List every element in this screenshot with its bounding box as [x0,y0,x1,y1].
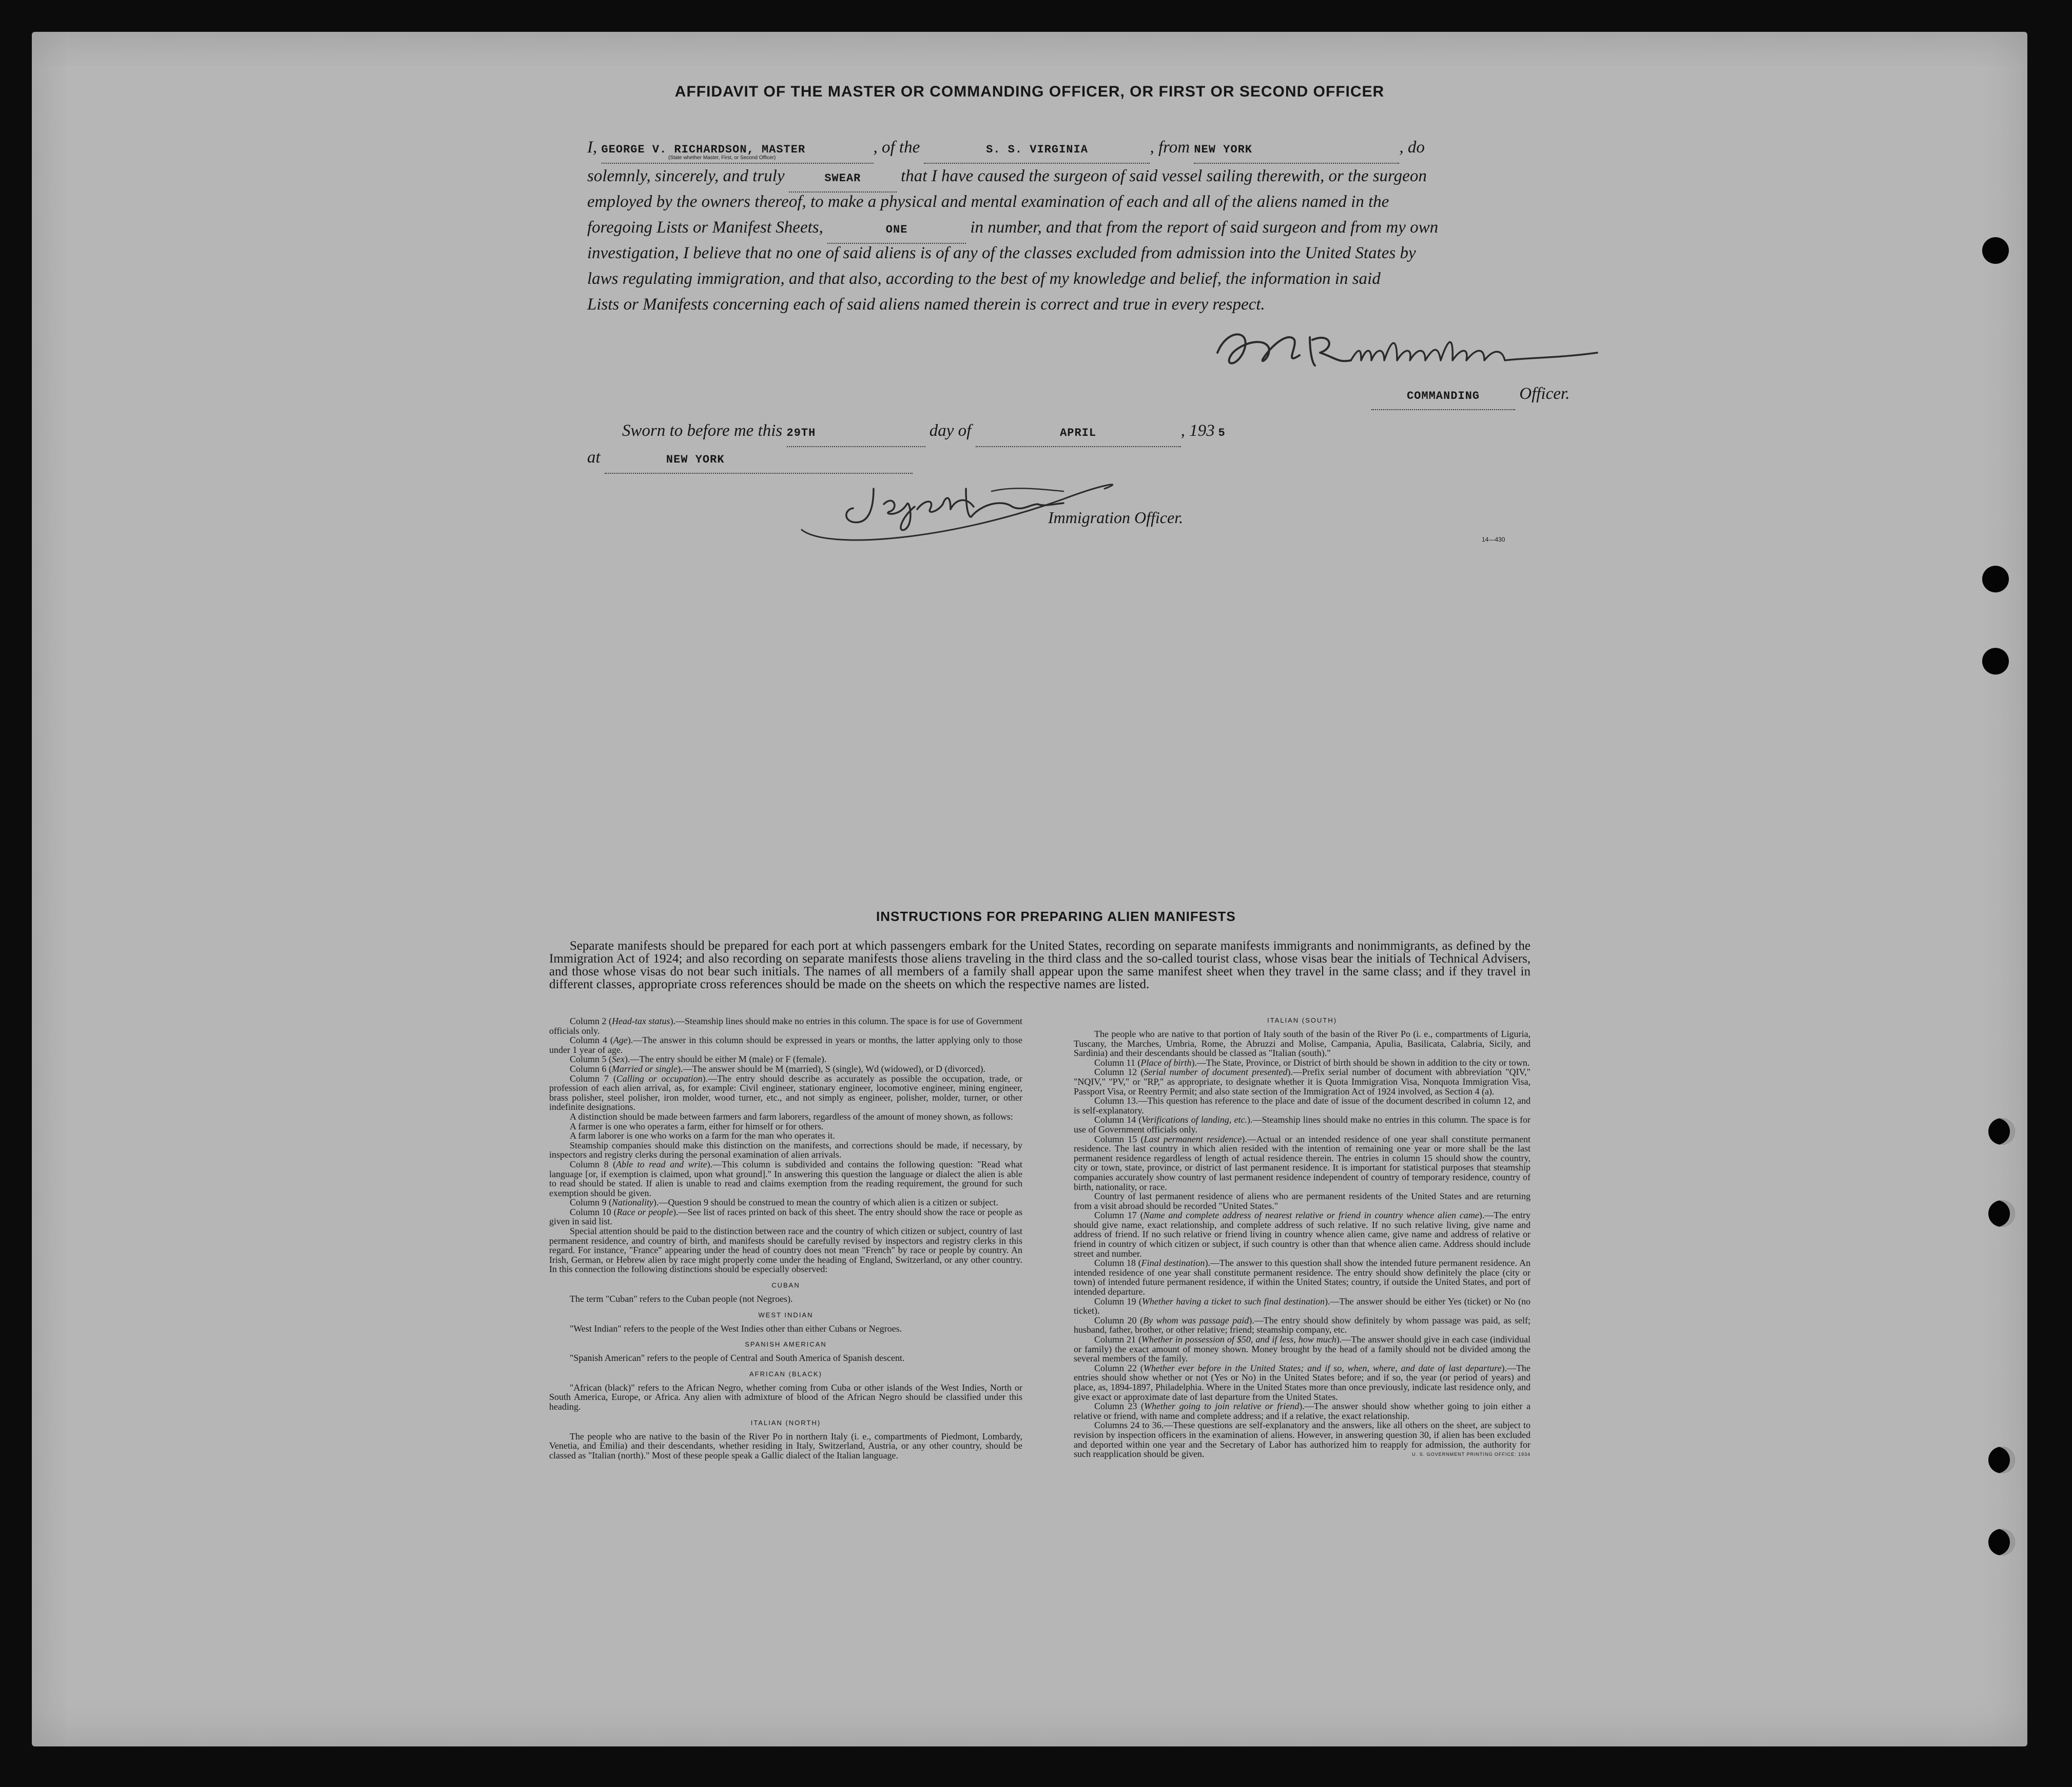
col2-instruction: Column 2 (Head-tax status).—Steamship lines should make no entries in this column. The space is for use of Government officials only. [549,1016,1022,1036]
officer-rank-line: COMMANDING Officer. [1371,381,1587,410]
officer-name-field: GEORGE V. RICHARDSON, MASTER [602,137,874,164]
farm-distinction: A distinction should be made between farmers and farm laborers, regardless of the amount of money shown, as follows: [570,1111,1013,1122]
instructions-left-column [549,1016,1022,1460]
col9-instruction: Column 9 (Nationality).—Question 9 should be construed to mean the country of which alien is a citizen or subject. [570,1197,998,1208]
col17-instruction: Column 17 (Name and complete address of nearest relative or friend in country whence alien came).—The entry should give name, exact relationship, and complete address of such relative. If no such relative living, give name and address of friend. If no such relative or friend living in country whence alien came, give name and address of relative or friend in country of which citizen or subject, if such country is other than that whence alien came. Address should include street and number. [1074,1210,1531,1259]
binder-hole-5 [1988,1200,2015,1227]
binder-hole-3 [1982,648,2009,675]
affidavit-line-2: solemnly, sincerely, and truly SWEAR that I have caused the surgeon of said vessel sailing therewith, or the surgeon [587,163,1573,193]
sworn-line: Sworn to before me this 29TH day of APRIL , 193 5 [622,418,1341,447]
col7-instruction: Column 7 (Calling or occupation).—The entry should describe as accurately as possible the occupation, trade, or profession of each alien arrival, as, for example: Civil engineer, stationary engineer, locomotive engineer, mining engineer, brass polisher, steel polisher, iron molder, wood turner, etc., and not simply as engineer, polisher, molder, turner, or other indefinite designations. [549,1073,1022,1112]
col15-returning-residents: Country of last permanent residence of aliens who are permanent residents of the United States and are returning from a visit abroad should be recorded "United States." [1074,1191,1531,1211]
special-attention: Special attention should be paid to the distinction between race and the country of which citizen or subject, country of last permanent residence, and country of birth, and manifests should be carefully revised by inspectors and registry clerks in this regard. For instance, "France" appearing under the head of country does not mean "French" by race or people by country. An Irish, German, or Hebrew alien by race might properly come under the heading of England, Switzerland, or any other country. In this connection the following distinctions should be especially observed: [549,1226,1022,1275]
col23-instruction: Column 23 (Whether going to join relative or friend).—The answer should show whether going to join either a relative or friend, with name and complete address; and if a relative, the exact relationship. [1074,1401,1531,1421]
affidavit-line-6: laws regulating immigration, and that also, according to the best of my knowledge and belief, the information in said [587,270,1381,288]
officer-title-note: (State whether Master, First, or Second Officer) [668,155,776,161]
departure-port-field: NEW YORK [1194,137,1399,164]
oath-field: SWEAR [789,166,897,193]
farm-corrections: Steamship companies should make this distinction on the manifests, and corrections should be made, if necessary, by inspectors and registry clerks during the personal examination of alien arrivals. [549,1140,1022,1160]
instructions-title: INSTRUCTIONS FOR PREPARING ALIEN MANIFESTS [876,909,1236,924]
affidavit-line-1: I, GEORGE V. RICHARDSON, MASTER , of the S. S. VIRGINIA , from NEW YORK , do [587,134,1573,164]
binder-hole-1 [1982,237,2009,264]
col13-instruction: Column 13.—This question has reference to the place and date of issue of the document described in column 12, and is self-explanatory. [1074,1096,1531,1116]
farm-laborer-definition: A farm laborer is one who works on a farm for the man who operates it. [570,1130,835,1141]
affidavit-line-4: foregoing Lists or Manifest Sheets, ONE in number, and that from the report of said surgeon and from my own [587,215,1573,244]
heading-italian-south: ITALIAN (SOUTH) [1267,1016,1337,1024]
binder-hole-6 [1988,1447,2015,1473]
master-signature [1207,317,1608,383]
col19-instruction: Column 19 (Whether having a ticket to such final destination).—The answer should be either Yes (ticket) or No (no ticket). [1074,1296,1531,1316]
col4-instruction: Column 4 (Age).—The answer in this column should be expressed in years or months, the latter applying only to those under 1 year of age. [549,1035,1022,1055]
col10-instruction: Column 10 (Race or people).—See list of races printed on back of this sheet. The entry should show the race or people as given in said list. [549,1206,1022,1227]
col20-instruction: Column 20 (By whom was passage paid).—The entry should show definitely by whom passage was paid, as self; husband, father, brother, or other relative; friend; steamship company, etc. [1074,1315,1531,1335]
col8-instruction: Column 8 (Able to read and write).—This column is subdivided and contains the following question: "Read what language [or, if exemption is claimed, upon what ground]." In answering this question the language or dialect the alien is able to read should be stated. If alien is unable to read and claims exemption from the reading requirement, the ground for such exemption should be given. [549,1159,1022,1198]
italian-north-definition: The people who are native to the basin of the River Po in northern Italy (i. e., compartments of Piedmont, Lombardy, Venetia, and Emilia) and their descendants, whether residing in Italy, Switzerland, Austria, or any other country, should be classed as "Italian (north)." Most of these people speak a Gallic dialect of the Italian language. [549,1431,1022,1461]
col5-instruction: Column 5 (Sex).—The entry should be either M (male) or F (female). [570,1054,827,1065]
sheet-count-field: ONE [827,217,966,244]
sworn-month-field: APRIL [976,420,1181,447]
vessel-name-field: S. S. VIRGINIA [924,137,1150,164]
affidavit-line-5: investigation, I believe that no one of said aliens is of any of the classes excluded from admission into the United States by [587,244,1416,262]
manifest-sheet [32,32,2027,1746]
col11-instruction: Column 11 (Place of birth).—The State, Province, or District of birth should be shown in addition to the city or town. [1094,1057,1530,1068]
col21-instruction: Column 21 (Whether in possession of $50, and if less, how much).—The answer should give in each case (individual or family) the exact amount of money shown. Money brought by the head of a family should not be divided among the several members of the family. [1074,1334,1531,1364]
heading-west-indian: WEST INDIAN [758,1311,814,1319]
binder-hole-2 [1982,566,2009,592]
instructions-intro: Separate manifests should be prepared for each port at which passengers embark for the United States, recording on separate manifests immigrants and nonimmigrants, as defined by the Immigration Act of 1924; and also recording on separate manifests those aliens traveling in the third class and the so-called tourist class, whose visas bear the initials of Technical Advisers, and those whose visas do not bear such initials. The names of all members of a family shall appear upon the same manifest sheet when they travel in the same class; and if they travel in different classes, appropriate cross references should be made on the sheets on which the respective names are listed. [549,939,1531,991]
west-indian-definition: "West Indian" refers to the people of the West Indies other than either Cubans or Negroes. [570,1323,902,1334]
col24-36-instruction: Columns 24 to 36.—These questions are self-explanatory and the answers, like all others on the sheet, are subject to revision by inspection officers in the examination of aliens. However, in answering question 30, if alien has been excluded and deported within one year and the Secretary of Labor has authorized him to reapply for admission, the authority for such reapplication should be given. [1074,1420,1531,1459]
form-number: 14—430 [1482,536,1505,543]
sworn-year-field: 5 [1218,427,1226,439]
printer-imprint: U. S. GOVERNMENT PRINTING OFFICE: 1934 [1412,1451,1531,1457]
italian-south-definition: The people who are native to that portion of Italy south of the basin of the River Po (i. e., compartments of Liguria, Tuscany, the Marches, Umbria, Rome, the Abruzzi and Molise, Campania, Apulia, Basilicata, Calabria, Sicily, and Sardinia) and their descendants should be classed as "Italian (south)." [1074,1029,1531,1059]
affidavit-line-3: employed by the owners thereof, to make a physical and mental examination of each and all of the aliens named in the [587,193,1389,211]
instructions-right-column [1074,1016,1531,1457]
col6-instruction: Column 6 (Married or single).—The answer should be M (married), S (single), Wd (widowed), or D (divorced). [570,1063,986,1074]
binder-hole-7 [1988,1529,2015,1555]
heading-italian-north: ITALIAN (NORTH) [750,1418,821,1427]
heading-cuban: CUBAN [771,1281,800,1290]
sworn-place-field: NEW YORK [605,447,913,474]
col15-instruction: Column 15 (Last permanent residence).—Actual or an intended residence of one year shall constitute permanent residence. The last country in which alien resided with the intention of remaining one year or more shall be the last permanent residence regardless of length of actual residence therein. The entries in column 15 should show the country, city or town, state, province, or district of last permanent residence. It is important for statistical purposes that steamship companies accurately show country of last permanent residence independent of country of temporary residence, country of birth, nationality, or race. [1074,1133,1531,1192]
heading-spanish-american: SPANISH AMERICAN [745,1340,827,1349]
cuban-definition: The term "Cuban" refers to the Cuban people (not Negroes). [570,1294,793,1304]
spanish-american-definition: "Spanish American" refers to the people of Central and South America of Spanish descent. [570,1353,905,1363]
col14-instruction: Column 14 (Verifications of landing, etc.).—Steamship lines should make no entries in this column. The space is for use of Government officials only. [1074,1115,1531,1135]
col22-instruction: Column 22 (Whether ever before in the United States; and if so, when, where, and date of last departure).—The entries should show whether or not (Yes or No) in the United States before; and if so, the year (or period of years) and place, as, 1894-1897, Philadelphia. Where in the United States more than once previously, indicate last residence only, and give exact or approximate date of last departure from the United States. [1074,1362,1531,1402]
heading-african: AFRICAN (BLACK) [749,1370,822,1378]
african-definition: "African (black)" refers to the African Negro, whether coming from Cuba or other islands of the West Indies, North or South America, Europe, or Africa. Any alien with admixture of blood of the African Negro should be classified under this heading. [549,1382,1022,1412]
col18-instruction: Column 18 (Final destination).—The answer to this question shall show the intended future permanent residence. An intended residence of one year shall constitute permanent residence. The entry should show definitely the place (city or town) of intended future permanent residence, if within the United States; country, if outside the United States, and port of intended departure. [1074,1258,1531,1297]
affidavit-title: AFFIDAVIT OF THE MASTER OR COMMANDING OFFICER, OR FIRST OR SECOND OFFICER [674,83,1385,100]
farmer-definition: A farmer is one who operates a farm, either for himself or for others. [570,1121,824,1131]
col12-instruction: Column 12 (Serial number of document presented).—Prefix serial number of document with abbreviation "QIV," "NQIV," "PV," or "RP," as appropriate, to designate whether it is Quota Immigration Visa, Nonquota Immigration Visa, Passport Visa, or Reentry Permit; and also state section of the Immigration Act of 1924 involved, as Section 4 (a). [1074,1067,1531,1097]
binder-hole-4 [1988,1118,2015,1145]
affidavit-line-7: Lists or Manifests concerning each of said aliens named therein is correct and true in every respect. [587,295,1265,314]
sworn-day-field: 29TH [787,420,925,447]
sworn-place-line: at NEW YORK [587,445,946,474]
officer-rank-field: COMMANDING [1371,383,1515,410]
immigration-officer-label: Immigration Officer. [1048,508,1184,527]
